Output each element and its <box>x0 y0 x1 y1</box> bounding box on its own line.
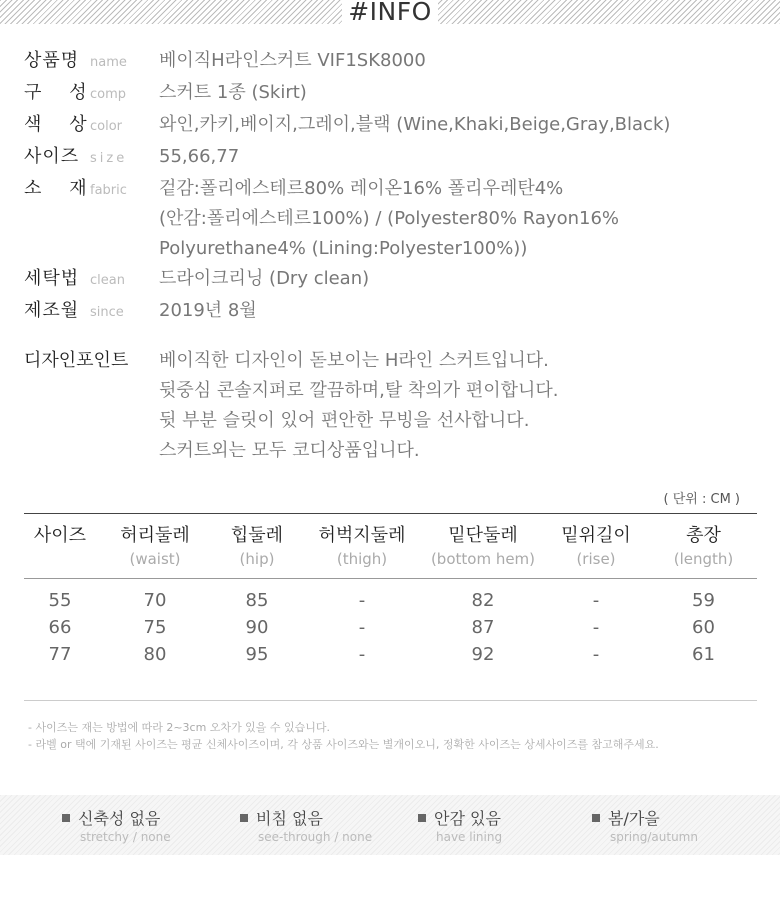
table-cell: 70 <box>143 590 167 611</box>
column-header-eng: (waist) <box>129 550 181 568</box>
info-label-eng: color <box>90 119 123 134</box>
info-value: 베이직H라인스커트 VIF1SK8000 <box>159 50 426 71</box>
feature-sub: stretchy / none <box>80 830 171 844</box>
design-point-line: 베이직한 디자인이 돋보이는 H라인 스커트입니다. <box>159 350 549 371</box>
table-cell: - <box>592 617 600 638</box>
column-header: 허리둘레 <box>120 525 190 546</box>
feature-lining <box>418 809 502 845</box>
table-cell: 60 <box>692 617 715 638</box>
info-value: 스커트 1종 (Skirt) <box>159 82 307 103</box>
table-row <box>24 614 757 641</box>
square-bullet-icon <box>62 814 70 822</box>
table-cell: 85 <box>245 590 269 611</box>
info-value: 겉감:폴리에스테르80% 레이온16% 폴리우레탄4% <box>159 178 564 199</box>
square-bullet-icon <box>418 814 426 822</box>
feature-see-through <box>240 809 372 845</box>
feature-label: 봄/가을 <box>608 809 660 828</box>
table-row <box>24 579 757 615</box>
info-row-size <box>24 142 764 174</box>
table-row <box>24 641 757 701</box>
info-label-eng: comp <box>90 87 127 102</box>
table-cell: 92 <box>471 644 495 665</box>
table-cell: 80 <box>143 644 167 665</box>
feature-stretch <box>62 809 171 845</box>
table-bottom-rule <box>24 701 757 702</box>
feature-season <box>592 809 698 845</box>
table-cell: 55 <box>48 590 72 611</box>
design-point-line: 뒷 부분 슬릿이 있어 편안한 무빙을 선사합니다. <box>159 410 530 431</box>
table-cell: 75 <box>143 617 167 638</box>
info-value: 2019년 8월 <box>159 300 257 321</box>
info-value: 55,66,77 <box>159 146 240 167</box>
info-label-eng: name <box>90 55 127 70</box>
table-cell: - <box>358 617 366 638</box>
column-header-eng: (hip) <box>239 550 275 568</box>
note-line: - 사이즈는 재는 방법에 따라 2~3cm 오차가 있을 수 있습니다. <box>28 721 331 734</box>
info-row-comp <box>24 78 764 110</box>
info-row-clean <box>24 264 764 296</box>
table-cell: 95 <box>245 644 269 665</box>
info-label: 세탁법 <box>24 268 80 289</box>
column-header-eng: (rise) <box>576 550 616 568</box>
info-label: 제조월 <box>24 300 80 321</box>
info-value: Polyurethane4% (Lining:Polyester100%)) <box>159 238 528 259</box>
info-value: (안감:폴리에스테르100%) / (Polyester80% Rayon16% <box>159 208 620 229</box>
design-point <box>24 346 764 466</box>
info-row-color <box>24 110 764 142</box>
info-label: 소 재 <box>24 178 88 199</box>
column-header-eng: (thigh) <box>336 550 388 568</box>
table-cell: - <box>592 644 600 665</box>
table-cell: 66 <box>48 617 72 638</box>
column-header: 사이즈 <box>33 525 87 546</box>
unit-note: ( 단위 : CM ) <box>663 492 740 507</box>
feature-label: 안감 있음 <box>434 809 501 828</box>
note-line: - 라벨 or 택에 기재된 사이즈는 평균 신체사이즈이며, 각 상품 사이즈와는 별개이오니, 정확한 사이즈는 상세사이즈를 참고해주세요. <box>28 738 659 751</box>
feature-sub: see-through / none <box>258 830 373 844</box>
column-header: 밑단둘레 <box>448 525 518 546</box>
page-title: #INFO <box>0 0 780 24</box>
info-row-fabric <box>24 174 764 264</box>
table-cell: 61 <box>692 644 715 665</box>
info-row-name <box>24 46 764 78</box>
table-cell: 59 <box>692 590 715 611</box>
feature-bar <box>0 795 780 855</box>
table-cell: 82 <box>471 590 495 611</box>
info-label: 사이즈 <box>24 146 80 167</box>
size-table <box>24 513 757 701</box>
product-info <box>24 46 764 328</box>
info-label-eng: size <box>90 151 128 166</box>
design-point-line: 뒷중심 콘솔지퍼로 깔끔하며,탈 착의가 편이합니다. <box>159 380 559 401</box>
table-cell: - <box>358 590 366 611</box>
info-label-eng: fabric <box>90 183 127 198</box>
info-label-eng: since <box>90 305 124 320</box>
size-table-header <box>24 514 757 579</box>
column-header: 총장 <box>686 525 721 546</box>
design-point-line: 스커트외는 모두 코디상품입니다. <box>159 440 420 461</box>
info-row-since <box>24 296 764 328</box>
feature-sub: have lining <box>436 830 503 844</box>
column-header: 힙둘레 <box>230 525 284 546</box>
table-cell: - <box>358 644 366 665</box>
table-cell: - <box>592 590 600 611</box>
size-notes <box>28 719 758 753</box>
column-header: 허벅지둘레 <box>318 525 406 546</box>
feature-sub: spring/autumn <box>610 830 698 844</box>
info-label: 색 상 <box>24 114 88 135</box>
design-point-label: 디자인포인트 <box>24 350 129 371</box>
table-cell: 77 <box>48 644 72 665</box>
table-cell: 87 <box>471 617 495 638</box>
table-cell: 90 <box>245 617 269 638</box>
info-label-eng: clean <box>90 273 125 288</box>
square-bullet-icon <box>240 814 248 822</box>
info-label: 상품명 <box>24 50 80 71</box>
column-header-eng: (bottom hem) <box>430 550 536 568</box>
column-header-eng: (length) <box>673 550 734 568</box>
feature-label: 신축성 없음 <box>78 809 161 828</box>
feature-label: 비침 없음 <box>256 809 323 828</box>
info-value: 드라이크리닝 (Dry clean) <box>159 268 370 289</box>
info-label: 구 성 <box>24 82 88 103</box>
square-bullet-icon <box>592 814 600 822</box>
info-value: 와인,카키,베이지,그레이,블랙 (Wine,Khaki,Beige,Gray,Black) <box>159 114 671 135</box>
column-header: 밑위길이 <box>561 525 631 546</box>
